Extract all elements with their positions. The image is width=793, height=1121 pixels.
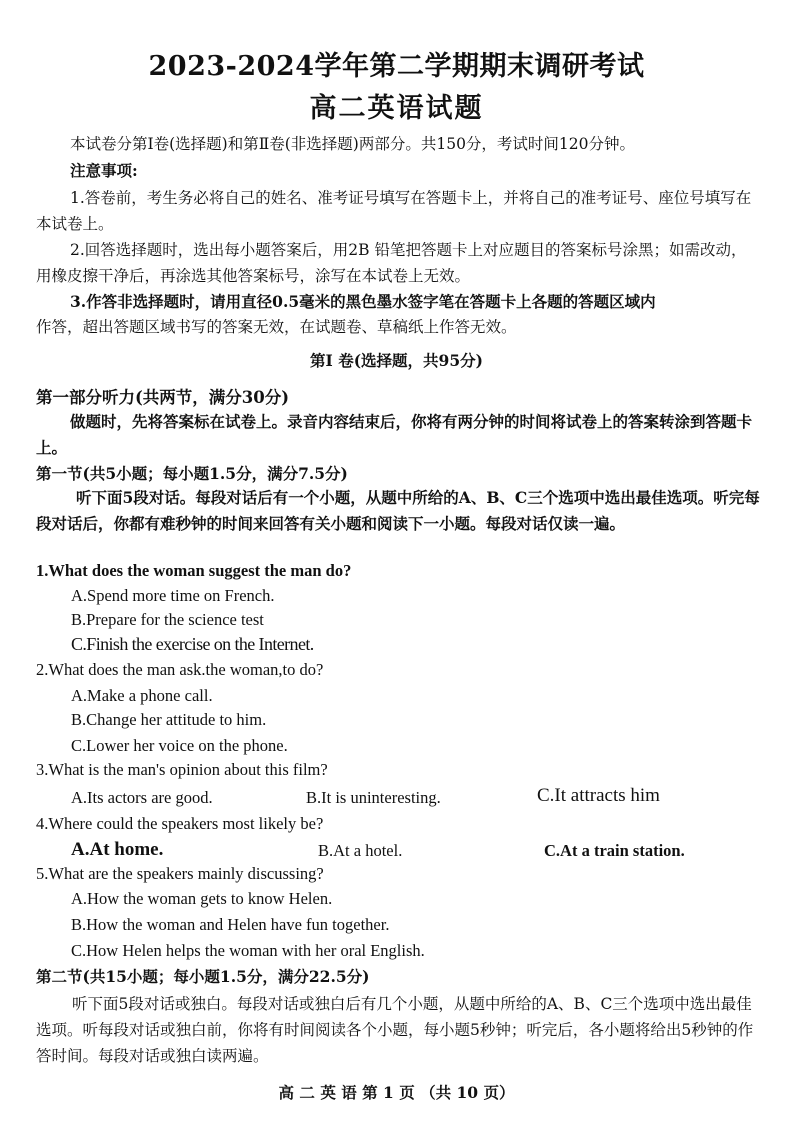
section2-instruction: 听下面5段对话或独白。每段对话或独白后有几个小题，从题中所给的A、B、C三个选项中选出最佳选项。听每段对话或独白前，你将有时间阅读各个小题，每小题5秒钟；听完后，各小题将给出5秒钟的作答时间。每段对话或独白读两遍。 — [36, 995, 754, 1065]
part1-instruction: 做题时，先将答案标在试卷上。录音内容结束后，你将有两分钟的时间将试卷上的答案转涂到答题卡上。 — [36, 412, 753, 457]
question-3-stem: 3.What is the man's opinion about this film? — [36, 760, 328, 779]
question-5-option-a: A.How the woman gets to know Helen. — [71, 889, 333, 908]
question-3-option-c: C.It attracts him — [537, 785, 660, 806]
question-2-option-a: A.Make a phone call. — [71, 686, 213, 705]
question-4-option-b: B.At a hotel. — [318, 841, 403, 860]
question-1-option-b: B.Prepare for the science test — [71, 610, 264, 629]
note-item-2: 2.回答选择题时，选出每小题答案后，用2B 铅笔把答题卡上对应题目的答案标号涂黑；如需改动，用橡皮擦干净后，再涂选其他答案标号，涂写在本试卷上无效。 — [36, 241, 747, 285]
question-2-option-b: B.Change her attitude to him. — [71, 710, 267, 729]
question-4-option-a: A.At home. — [71, 839, 164, 860]
question-5-option-c: C.How Helen helps the woman with her oral English. — [71, 941, 425, 960]
question-1-option-c: C.Finish the exercise on the Internet. — [71, 634, 314, 654]
note-item-3: 3.作答非选择题时，请用直径0.5毫米的黑色墨水签字笔在答题卡上各题的答题区域内 — [70, 292, 656, 311]
question-2-option-c: C.Lower her voice on the phone. — [71, 736, 288, 755]
question-3-option-b: B.It is uninteresting. — [306, 788, 441, 807]
question-1-stem: 1.What does the woman suggest the man do? — [36, 561, 352, 580]
section1-heading: 第一节(共5小题；每小题1.5分，满分7.5分) — [36, 464, 348, 483]
exam-subtitle: 高二英语试题 — [309, 93, 484, 124]
note-item-3-cont: 作答，超出答题区域书写的答案无效，在试题卷、草稿纸上作答无效。 — [36, 318, 517, 336]
question-3-option-a: A.Its actors are good. — [71, 788, 213, 807]
part1-heading: 第一部分听力(共两节，满分30分) — [36, 388, 290, 407]
question-5-option-b: B.How the woman and Helen have fun together. — [71, 915, 390, 934]
intro-text: 本试卷分第I卷(选择题)和第Ⅱ卷(非选择题)两部分。共150分，考试时间120分钟。 — [70, 135, 636, 153]
section1-instruction: 听下面5段对话。每段对话后有一个小题，从题中所给的A、B、C三个选项中选出最佳选项。听完每段对话后，你都有难秒钟的时间来回答有关小题和阅读下一小题。每段对话仅读一遍。 — [36, 488, 760, 533]
question-4-option-c: C.At a train station. — [544, 841, 685, 860]
section2-heading: 第二节(共15小题；每小题1.5分，满分22.5分) — [36, 967, 370, 986]
page-footer: 高 二 英 语 第 1 页 （共 10 页） — [278, 1083, 515, 1102]
question-1-option-a: A.Spend more time on French. — [71, 586, 275, 605]
question-2-stem: 2.What does the man ask.the woman,to do? — [36, 660, 324, 679]
notes-heading: 注意事项: — [70, 161, 138, 180]
volume-heading: 第I 卷(选择题，共95分) — [310, 351, 483, 370]
note-item-1: 1.答卷前，考生务必将自己的姓名、准考证号填写在答题卡上，并将自己的准考证号、座位号填写在本试卷上。 — [36, 189, 752, 233]
question-4-stem: 4.Where could the speakers most likely be? — [36, 814, 324, 833]
question-5-stem: 5.What are the speakers mainly discussing? — [36, 864, 324, 883]
exam-title: 2023-2024学年第二学期期末调研考试 — [148, 51, 645, 82]
